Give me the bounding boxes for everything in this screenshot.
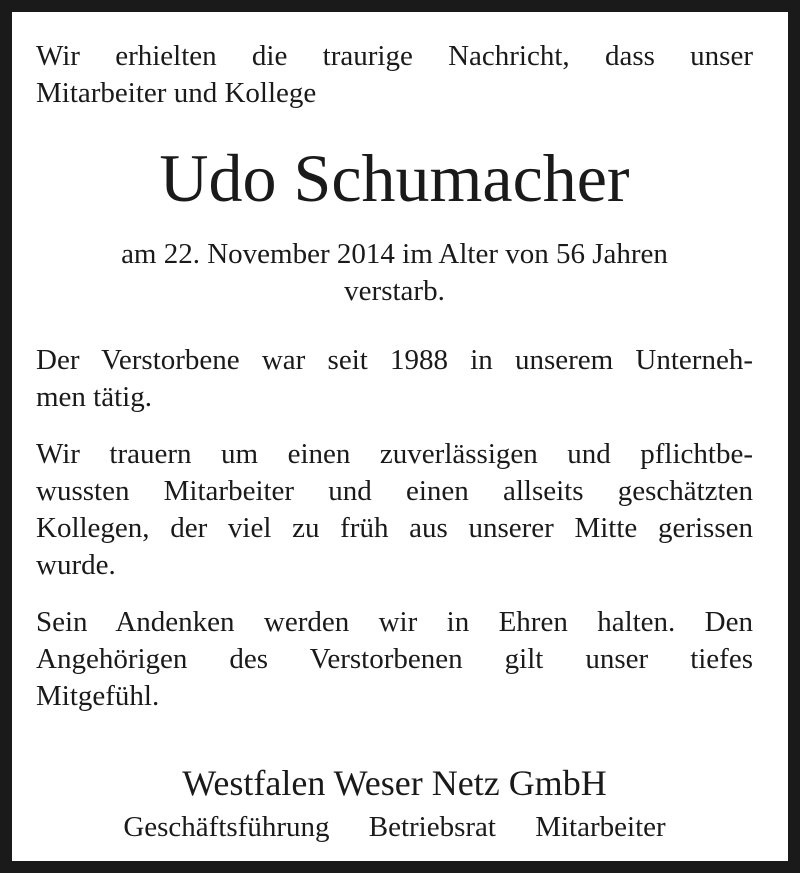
paragraph-line: men tätig. [36,381,152,413]
paragraph-line: Kollegen, der viel zu früh aus unserer Mitte gerissen [36,512,753,544]
paragraph-line: wussten Mitarbeiter und einen allseits geschätzten [36,475,753,507]
paragraph-line: wurde. [36,549,116,581]
paragraph-line: Der Verstorbene war seit 1988 in unserem Unterneh- [36,344,753,376]
intro-line: Wir erhielten die traurige Nachricht, dass unser [36,40,753,72]
paragraph-condolence [36,604,753,715]
date-line: am 22. November 2014 im Alter von 56 Jahren [121,238,668,270]
paragraph-mourning [36,436,753,584]
deceased-name: Udo Schumacher [159,140,630,216]
obituary-content [36,30,753,846]
intro-line: Mitarbeiter und Kollege [36,77,317,109]
intro-text [36,38,753,112]
paragraph-line: Wir trauern um einen zuverlässigen und pflichtbe- [36,438,753,470]
death-date-text [36,236,753,310]
paragraph-line: Mitgefühl. [36,680,160,712]
signer-works-council: Betriebsrat [368,811,496,843]
signer-management: Geschäftsführung [123,811,330,843]
paragraph-line: Angehörigen des Verstorbenen gilt unser tiefes [36,643,753,675]
paragraph-employment [36,342,753,416]
company-name: Westfalen Weser Netz GmbH [182,763,607,803]
date-line: verstarb. [344,275,445,307]
paragraph-line: Sein Andenken werden wir in Ehren halten. Den [36,606,753,638]
signers-row [36,809,753,846]
signer-employees: Mitarbeiter [535,811,666,843]
